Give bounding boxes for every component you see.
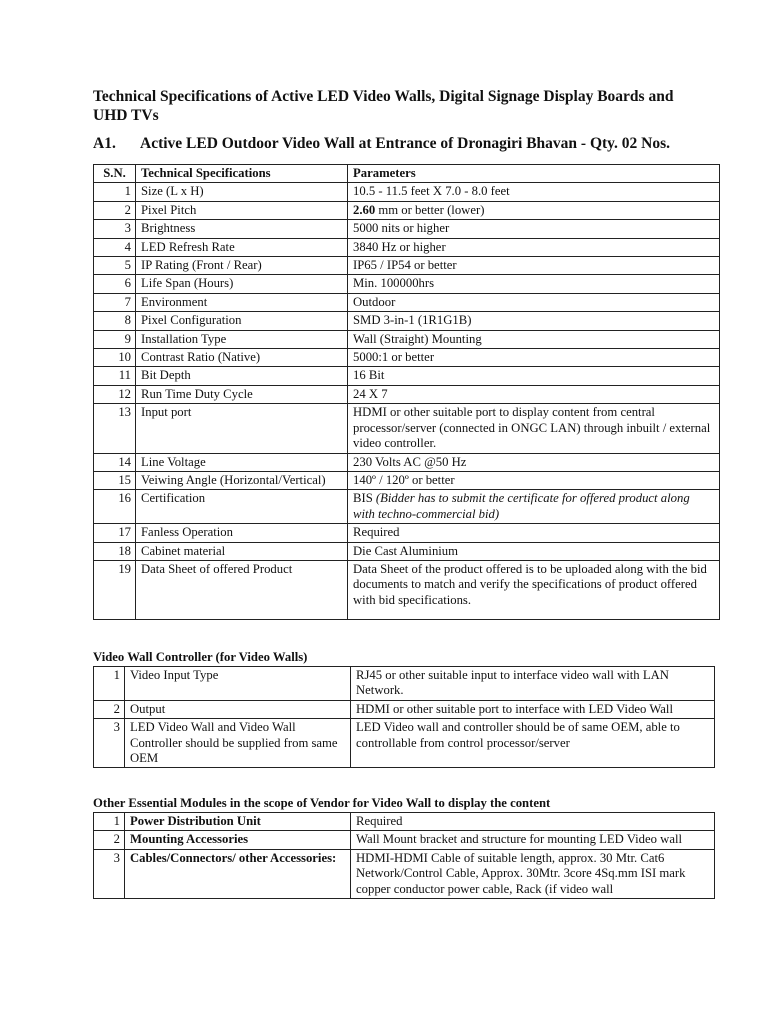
row-param: Outdoor <box>348 293 720 311</box>
row-sn: 3 <box>94 719 125 768</box>
row-spec: Size (L x H) <box>136 183 348 201</box>
table-row <box>94 257 720 275</box>
row-spec: IP Rating (Front / Rear) <box>136 257 348 275</box>
row-sn: 3 <box>94 220 136 238</box>
table-row <box>94 700 715 718</box>
row-param: HDMI or other suitable port to interface with LED Video Wall <box>351 700 715 718</box>
row-spec: Pixel Configuration <box>136 312 348 330</box>
row-sn: 14 <box>94 453 136 471</box>
row-param <box>348 201 720 219</box>
row-param: Wall (Straight) Mounting <box>348 330 720 348</box>
table-row <box>94 367 720 385</box>
row-spec: Environment <box>136 293 348 311</box>
row-param: 16 Bit <box>348 367 720 385</box>
modules-section-heading: Other Essential Modules in the scope of Vendor for Video Wall to display the content <box>93 796 551 810</box>
row-param: 5000 nits or higher <box>348 220 720 238</box>
table-row <box>94 385 720 403</box>
row-spec: Video Input Type <box>125 667 351 701</box>
row-sn: 17 <box>94 524 136 542</box>
table-row <box>94 183 720 201</box>
row-sn: 10 <box>94 349 136 367</box>
document-title: Technical Specifications of Active LED Video Walls, Digital Signage Display Boards and UHD TVs <box>93 88 674 124</box>
table-row <box>94 542 720 560</box>
table-row <box>94 560 720 619</box>
header-param: Parameters <box>348 165 720 183</box>
row-param: HDMI or other suitable port to display content from central processor/server (connected in ONGC LAN) through inbuilt / external video controller. <box>348 404 720 453</box>
row-sn: 6 <box>94 275 136 293</box>
row-param: 10.5 - 11.5 feet X 7.0 - 8.0 feet <box>348 183 720 201</box>
controller-section-heading: Video Wall Controller (for Video Walls) <box>93 650 308 664</box>
row-param: 140º / 120º or better <box>348 471 720 489</box>
row-spec: Certification <box>136 490 348 524</box>
row-spec: Bit Depth <box>136 367 348 385</box>
row-spec: Input port <box>136 404 348 453</box>
param-italic-note: (Bidder has to submit the certificate for offered product along with techno-commercial bid) <box>353 491 690 521</box>
row-sn: 1 <box>94 183 136 201</box>
row-param: 24 X 7 <box>348 385 720 403</box>
row-sn: 8 <box>94 312 136 330</box>
table-row <box>94 238 720 256</box>
row-sn: 3 <box>94 849 125 898</box>
row-spec: Output <box>125 700 351 718</box>
table-row <box>94 667 715 701</box>
row-spec: Veiwing Angle (Horizontal/Vertical) <box>136 471 348 489</box>
essential-modules-table <box>93 812 715 899</box>
row-spec: Run Time Duty Cycle <box>136 385 348 403</box>
video-wall-controller-table <box>93 666 715 768</box>
row-sn: 2 <box>94 700 125 718</box>
row-spec: Line Voltage <box>136 453 348 471</box>
row-param: HDMI-HDMI Cable of suitable length, approx. 30 Mtr. Cat6 Network/Control Cable, Approx. 30Mtr. 3core 4Sq.mm ISI mark copper conductor power cable, Rack (if video wall <box>351 849 715 898</box>
row-param <box>348 490 720 524</box>
row-spec: Power Distribution Unit <box>125 813 351 831</box>
led-video-wall-spec-table <box>93 164 720 620</box>
table-row <box>94 524 720 542</box>
row-spec: LED Video Wall and Video Wall Controller should be supplied from same OEM <box>125 719 351 768</box>
section-a1-heading <box>93 135 670 153</box>
row-spec: Brightness <box>136 220 348 238</box>
row-sn: 4 <box>94 238 136 256</box>
header-sn: S.N. <box>94 165 136 183</box>
table-header-row <box>94 165 720 183</box>
row-sn: 11 <box>94 367 136 385</box>
table-row <box>94 275 720 293</box>
row-sn: 7 <box>94 293 136 311</box>
table-row <box>94 813 715 831</box>
table-row <box>94 471 720 489</box>
section-number: A1. <box>93 135 116 152</box>
table-row <box>94 312 720 330</box>
table-row <box>94 831 715 849</box>
row-param: Wall Mount bracket and structure for mounting LED Video wall <box>351 831 715 849</box>
row-param: SMD 3-in-1 (1R1G1B) <box>348 312 720 330</box>
row-param: Required <box>351 813 715 831</box>
row-spec: Cabinet material <box>136 542 348 560</box>
row-sn: 15 <box>94 471 136 489</box>
row-sn: 5 <box>94 257 136 275</box>
row-spec: Data Sheet of offered Product <box>136 560 348 619</box>
row-sn: 1 <box>94 813 125 831</box>
row-sn: 18 <box>94 542 136 560</box>
row-spec: LED Refresh Rate <box>136 238 348 256</box>
row-sn: 13 <box>94 404 136 453</box>
table-row <box>94 849 715 898</box>
table-row <box>94 293 720 311</box>
row-param: Min. 100000hrs <box>348 275 720 293</box>
row-spec: Pixel Pitch <box>136 201 348 219</box>
header-spec: Technical Specifications <box>136 165 348 183</box>
row-sn: 19 <box>94 560 136 619</box>
row-sn: 2 <box>94 831 125 849</box>
table-row <box>94 330 720 348</box>
section-heading-text: Active LED Outdoor Video Wall at Entrance of Dronagiri Bhavan - Qty. 02 Nos. <box>140 135 671 152</box>
table-row <box>94 201 720 219</box>
table-row <box>94 220 720 238</box>
row-param: IP65 / IP54 or better <box>348 257 720 275</box>
row-spec: Installation Type <box>136 330 348 348</box>
row-param: Die Cast Aluminium <box>348 542 720 560</box>
row-sn: 16 <box>94 490 136 524</box>
row-param: LED Video wall and controller should be of same OEM, able to controllable from control processor/server <box>351 719 715 768</box>
table-row <box>94 453 720 471</box>
row-spec: Life Span (Hours) <box>136 275 348 293</box>
table-row <box>94 404 720 453</box>
table-row <box>94 349 720 367</box>
row-param: Data Sheet of the product offered is to be uploaded along with the bid documents to match and verify the specifications of product offered with bid specifications. <box>348 560 720 619</box>
row-param: 5000:1 or better <box>348 349 720 367</box>
row-spec: Cables/Connectors/ other Accessories: <box>125 849 351 898</box>
row-param: RJ45 or other suitable input to interface video wall with LAN Network. <box>351 667 715 701</box>
table-row <box>94 719 715 768</box>
row-spec: Fanless Operation <box>136 524 348 542</box>
row-spec: Mounting Accessories <box>125 831 351 849</box>
table-row <box>94 490 720 524</box>
param-bold-value: 2.60 <box>353 202 376 217</box>
row-sn: 12 <box>94 385 136 403</box>
param-text: mm or better (lower) <box>375 202 485 217</box>
row-sn: 9 <box>94 330 136 348</box>
row-sn: 2 <box>94 201 136 219</box>
row-sn: 1 <box>94 667 125 701</box>
row-param: Required <box>348 524 720 542</box>
row-param: 3840 Hz or higher <box>348 238 720 256</box>
param-text: BIS <box>353 491 376 506</box>
row-param: 230 Volts AC @50 Hz <box>348 453 720 471</box>
row-spec: Contrast Ratio (Native) <box>136 349 348 367</box>
